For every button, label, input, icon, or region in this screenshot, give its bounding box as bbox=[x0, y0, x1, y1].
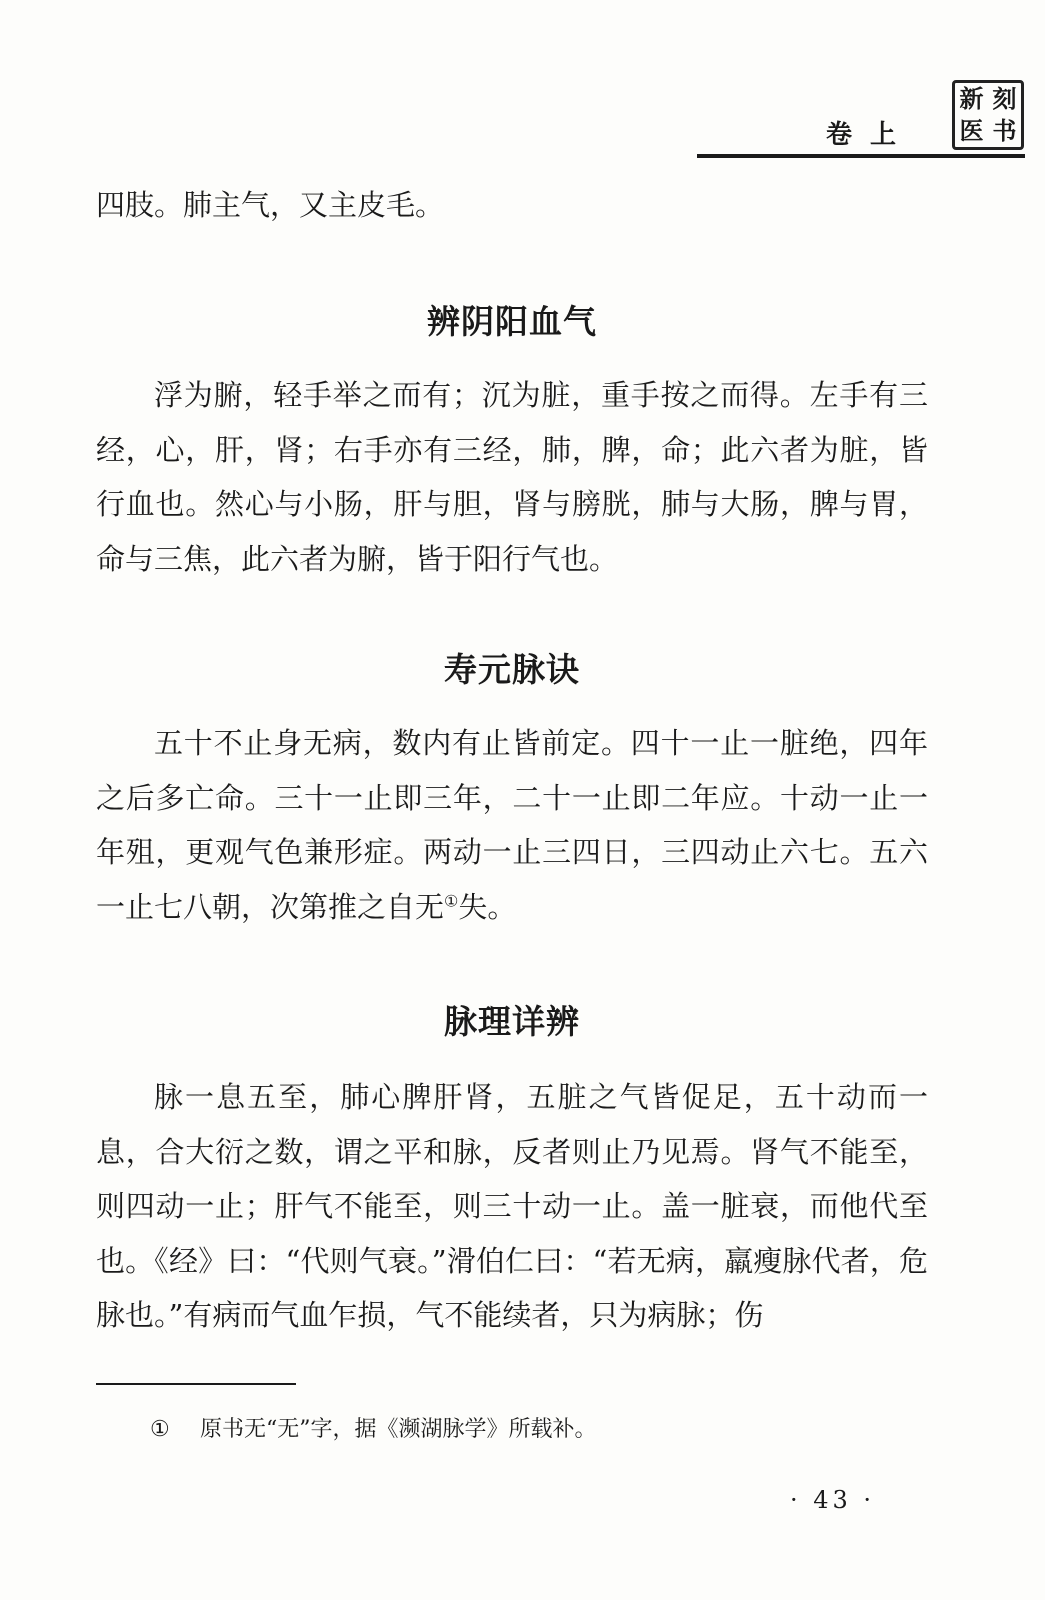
section-body bbox=[96, 716, 928, 934]
seal-stamp-icon bbox=[952, 80, 1024, 150]
seal-char: 书 bbox=[992, 116, 1017, 145]
seal-char: 新 bbox=[959, 84, 984, 113]
section-body bbox=[96, 1070, 928, 1343]
footnote-text: 原书无“无”字，据《濒湖脉学》所载补。 bbox=[200, 1417, 597, 1442]
section-paragraph: 脉一息五至，肺心脾肝肾，五脏之气皆促足，五十动而一息，合大衍之数，谓之平和脉，反者则止乃见焉。肾气不能至，则四动一止；肝气不能至，则三十动一止。盖一脏衰，而他代至也。《经》曰：“代则气衰。”滑伯仁曰：“若无病，羸瘦脉代者，危脉也。”有病而气血乍损，气不能续者，只为病脉；伤 bbox=[96, 1080, 928, 1332]
section-title: 脉理详辨 bbox=[444, 1002, 580, 1041]
footnote-marker: ① bbox=[150, 1417, 170, 1442]
footnote-rule bbox=[96, 1383, 296, 1385]
section-body bbox=[96, 368, 928, 586]
section-paragraph bbox=[96, 716, 928, 934]
intro-paragraph bbox=[96, 178, 928, 233]
paragraph-text: 五十不止身无病，数内有止皆前定。四十一止一脏绝，四年之后多亡命。三十一止即三年，二十一止即二年应。十动一止一年殂，更观气色兼形症。两动一止三四日，三四动止六七。五六一止七八朝，次第推之自无 bbox=[96, 726, 928, 924]
section-paragraph: 浮为腑，轻手举之而有；沉为脏，重手按之而得。左手有三经，心，肝，肾；右手亦有三经，肺，脾，命；此六者为脏，皆行血也。然心与小肠，肝与胆，肾与膀胱，肺与大肠，脾与胃，命与三焦，此六者为腑，皆于阳行气也。 bbox=[96, 378, 928, 576]
seal-char: 刻 bbox=[992, 84, 1017, 113]
footnote-reference[interactable]: ① bbox=[444, 890, 459, 910]
header-rule bbox=[697, 154, 1025, 158]
seal-char: 医 bbox=[959, 116, 984, 145]
page-number: · 43 · bbox=[790, 1486, 876, 1514]
section-title: 寿元脉诀 bbox=[444, 650, 580, 689]
volume-label: 卷上 bbox=[826, 120, 915, 150]
section-title: 辨阴阳血气 bbox=[427, 302, 597, 341]
paragraph-text: 失。 bbox=[458, 889, 517, 924]
intro-line: 四肢。肺主气，又主皮毛。 bbox=[96, 188, 445, 222]
running-head bbox=[0, 80, 1045, 180]
footnote bbox=[150, 1414, 597, 1446]
